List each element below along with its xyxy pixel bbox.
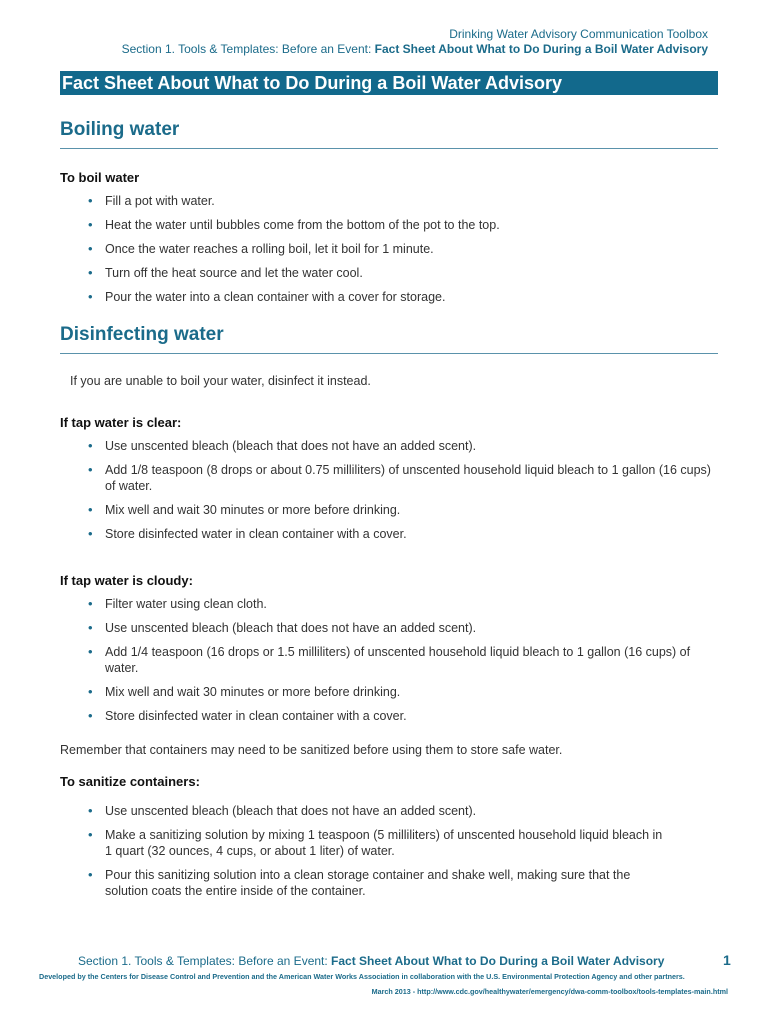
list-item: • Use unscented bleach (bleach that does not have an added scent).: [88, 620, 718, 636]
list-item: • Once the water reaches a rolling boil, let it boil for 1 minute.: [88, 241, 718, 257]
list-item: • Pour the water into a clean container with a cover for storage.: [88, 289, 718, 305]
footer-section-prefix: Section 1. Tools & Templates: Before an Event:: [78, 954, 332, 968]
tap-cloudy-list: [88, 596, 718, 732]
sanitize-list: [88, 803, 668, 907]
list-item: • Add 1/4 teaspoon (16 drops or 1.5 milliliters) of unscented household liquid bleach to 1 gallon (16 cups) of water.: [88, 644, 718, 676]
list-item: • Mix well and wait 30 minutes or more before drinking.: [88, 502, 718, 518]
header-section-title: Fact Sheet About What to Do During a Boil Water Advisory: [374, 42, 708, 56]
list-item: • Store disinfected water in clean container with a cover.: [88, 526, 718, 542]
remember-note: Remember that containers may need to be sanitized before using them to store safe water.: [60, 743, 563, 757]
list-item: • Make a sanitizing solution by mixing 1 teaspoon (5 milliliters) of unscented household liquid bleach in 1 quart (32 ounces, 4 cups, or about 1 liter) of water.: [88, 827, 668, 859]
list-item: • Use unscented bleach (bleach that does not have an added scent).: [88, 438, 718, 454]
tap-clear-subheading: If tap water is clear:: [60, 415, 182, 430]
header-toolbox-name: Drinking Water Advisory Communication Toolbox: [449, 27, 708, 41]
footer-developed-by: Developed by the Centers for Disease Control and Prevention and the American Water Works Association in collaboration with the U.S. Environmental Protection Agency and other partners.: [39, 972, 685, 981]
footer-section-title: Fact Sheet About What to Do During a Boil Water Advisory: [331, 954, 665, 968]
footer-date-url: March 2013 - http://www.cdc.gov/healthywater/emergency/dwa-comm-toolbox/tools-templates-main.html: [371, 987, 728, 996]
list-item: • Add 1/8 teaspoon (8 drops or about 0.75 milliliters) of unscented household liquid bleach to 1 gallon (16 cups) of water.: [88, 462, 718, 494]
disinfect-intro: If you are unable to boil your water, disinfect it instead.: [70, 374, 371, 388]
boil-steps-list: [88, 193, 718, 313]
boiling-water-heading: Boiling water: [60, 119, 718, 149]
footer-section-line: [78, 954, 664, 968]
page-number: 1: [723, 952, 731, 968]
page-title: Fact Sheet About What to Do During a Boil Water Advisory: [60, 71, 718, 95]
list-item: • Mix well and wait 30 minutes or more before drinking.: [88, 684, 718, 700]
tap-cloudy-subheading: If tap water is cloudy:: [60, 573, 193, 588]
list-item: • Heat the water until bubbles come from the bottom of the pot to the top.: [88, 217, 718, 233]
list-item: • Store disinfected water in clean container with a cover.: [88, 708, 718, 724]
header-section-line: [122, 42, 708, 56]
disinfecting-water-heading: Disinfecting water: [60, 324, 718, 354]
header-section-prefix: Section 1. Tools & Templates: Before an Event:: [121, 42, 375, 56]
sanitize-subheading: To sanitize containers:: [60, 774, 200, 789]
list-item: • Turn off the heat source and let the water cool.: [88, 265, 718, 281]
list-item: • Pour this sanitizing solution into a clean storage container and shake well, making sure that the solution coats the entire inside of the container.: [88, 867, 668, 899]
list-item: • Filter water using clean cloth.: [88, 596, 718, 612]
tap-clear-list: [88, 438, 718, 550]
list-item: • Use unscented bleach (bleach that does not have an added scent).: [88, 803, 668, 819]
list-item: • Fill a pot with water.: [88, 193, 718, 209]
to-boil-water-subheading: To boil water: [60, 170, 140, 185]
